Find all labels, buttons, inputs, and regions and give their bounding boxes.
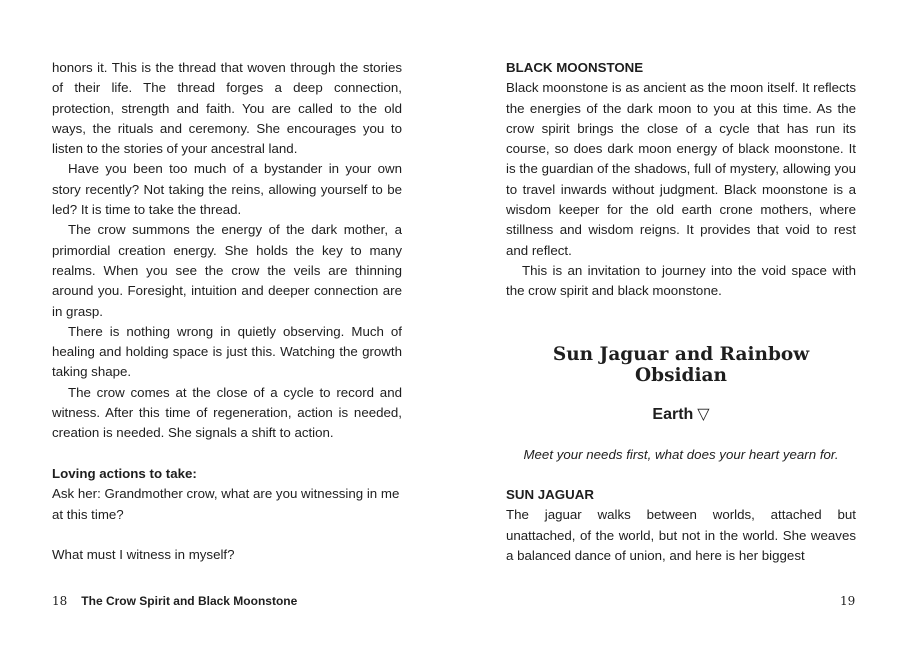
actions-text: Ask her: Grandmother crow, what are you witnessing in me at this time?	[52, 486, 400, 522]
element-line	[506, 405, 856, 425]
right-footer	[840, 594, 855, 608]
element-label: Earth	[652, 405, 694, 423]
left-page-number: 18	[52, 594, 68, 608]
quote: Meet your needs first, what does your heart yearn for.	[523, 446, 839, 462]
stone-paragraph: Black moonstone is as ancient as the moon itself. It reflects the energies of the dark moon to you at this time. As the crow spirit brings the close of a cycle that has run its course, so does dark moon energy of black moonstone. It is the guardian of the shadows, full of mystery, allowing you to travel inwards without judgment. Black moonstone is a wisdom keeper for the old earth crone mothers, where stillness and wisdom reigns. It provides that void to rest and reflect.	[506, 80, 856, 258]
stone-heading: BLACK MOONSTONE	[506, 60, 644, 75]
paragraph: The crow comes at the close of a cycle to record and witness. After this time of regeneration, action is needed, creation is needed. She signals a shift to action.	[52, 384, 402, 441]
invitation-paragraph: This is an invitation to journey into the void space with the crow spirit and black moonstone.	[506, 262, 856, 299]
left-footer	[52, 594, 297, 608]
paragraph: honors it. This is the thread that woven through the stories of their life. The thread forges a deep connection, protection, strength and faith. You are called to the old ways, the rituals and ceremony. She encourages you to listen to the stories of your ancestral land.	[52, 60, 402, 157]
animal-heading: SUN JAGUAR	[506, 487, 594, 503]
right-page-number: 19	[840, 594, 856, 608]
left-page	[52, 58, 402, 565]
paragraph: There is nothing wrong in quietly observing. Much of healing and holding space is just this. Watching the growth taking shape.	[52, 323, 402, 380]
spacer	[52, 525, 402, 545]
reflection-question: What must I witness in myself?	[52, 547, 235, 563]
section-title: Sun Jaguar and Rainbow Obsidian	[552, 343, 810, 386]
animal-paragraph: The jaguar walks between worlds, attached but unattached, of the world, but not in the world. She weaves a balanced dance of union, and here is her biggest	[506, 507, 856, 564]
spacer	[52, 444, 402, 464]
right-page	[506, 58, 856, 566]
actions-heading: Loving actions to take:	[52, 465, 197, 481]
spacer	[506, 465, 856, 485]
running-title: The Crow Spirit and Black Moonstone	[81, 594, 298, 608]
paragraph: Have you been too much of a bystander in your own story recently? Not taking the reins, allowing yourself to be led? It is time to take the thread.	[52, 161, 402, 218]
paragraph: The crow summons the energy of the dark mother, a primordial creation energy. She holds the key to many realms. When you see the crow the veils are thinning around you. Foresight, intuition and deeper connection are in grasp.	[52, 222, 402, 319]
earth-triangle-icon: ▽	[697, 405, 710, 423]
